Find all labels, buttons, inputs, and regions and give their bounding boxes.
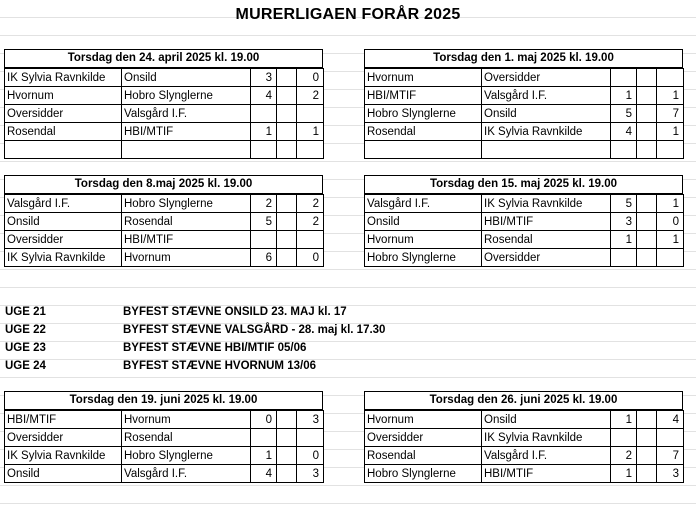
match-row: [5, 87, 324, 105]
home-score-cell[interactable]: 4: [251, 87, 277, 105]
matches-table: [364, 410, 684, 483]
match-row: [5, 195, 324, 213]
match-row: [5, 411, 324, 429]
home-score-cell[interactable]: [251, 141, 277, 159]
home-score-cell[interactable]: 3: [251, 69, 277, 87]
event-text: BYFEST STÆVNE VALSGÅRD - 28. maj kl. 17.30: [123, 324, 386, 336]
separator-cell[interactable]: [277, 429, 297, 447]
match-row: [365, 447, 684, 465]
away-team-cell[interactable]: Onsild: [122, 69, 251, 87]
separator-cell[interactable]: [277, 447, 297, 465]
away-score-cell[interactable]: [297, 429, 324, 447]
home-score-cell[interactable]: 1: [251, 123, 277, 141]
away-team-cell[interactable]: [122, 141, 251, 159]
separator-cell[interactable]: [277, 195, 297, 213]
home-score-cell[interactable]: 5: [611, 105, 637, 123]
away-team-cell[interactable]: HBI/MTIF: [482, 465, 611, 483]
separator-cell[interactable]: [637, 195, 657, 213]
home-team-cell[interactable]: [5, 141, 122, 159]
round-header: Torsdag den 19. juni 2025 kl. 19.00: [4, 391, 323, 410]
match-row: [5, 447, 324, 465]
match-row: [365, 213, 684, 231]
page-title: MURERLIGAEN FORÅR 2025: [235, 6, 461, 23]
home-team-cell[interactable]: Rosendal: [365, 447, 482, 465]
home-team-cell[interactable]: Onsild: [5, 465, 122, 483]
home-team-cell[interactable]: HBI/MTIF: [5, 411, 122, 429]
away-team-cell[interactable]: Valsgård I.F.: [122, 465, 251, 483]
home-score-cell[interactable]: [611, 141, 637, 159]
home-team-cell[interactable]: Rosendal: [5, 123, 122, 141]
away-team-cell[interactable]: HBI/MTIF: [122, 231, 251, 249]
away-team-cell[interactable]: Onsild: [482, 411, 611, 429]
home-score-cell[interactable]: 1: [611, 87, 637, 105]
round-header: Torsdag den 24. april 2025 kl. 19.00: [4, 49, 323, 68]
away-score-cell[interactable]: [657, 429, 684, 447]
separator-cell[interactable]: [637, 141, 657, 159]
away-score-cell[interactable]: 4: [657, 411, 684, 429]
match-row: [365, 429, 684, 447]
event-text: BYFEST STÆVNE HBI/MTIF 05/06: [123, 342, 307, 354]
home-team-cell[interactable]: Hobro Slynglerne: [365, 105, 482, 123]
home-score-cell[interactable]: [611, 249, 637, 267]
separator-cell[interactable]: [277, 231, 297, 249]
round-block: [4, 175, 323, 267]
away-team-cell[interactable]: IK Sylvia Ravnkilde: [482, 123, 611, 141]
separator-cell[interactable]: [637, 105, 657, 123]
separator-cell[interactable]: [277, 141, 297, 159]
home-score-cell[interactable]: 2: [251, 195, 277, 213]
home-score-cell[interactable]: [251, 231, 277, 249]
home-team-cell[interactable]: IK Sylvia Ravnkilde: [5, 69, 122, 87]
note-row: [5, 339, 385, 357]
home-team-cell[interactable]: HBI/MTIF: [365, 87, 482, 105]
away-score-cell[interactable]: 7: [657, 105, 684, 123]
away-score-cell[interactable]: 1: [297, 123, 324, 141]
home-score-cell[interactable]: 2: [611, 447, 637, 465]
away-team-cell[interactable]: Valsgård I.F.: [122, 105, 251, 123]
match-row: [5, 231, 324, 249]
away-team-cell[interactable]: IK Sylvia Ravnkilde: [482, 195, 611, 213]
separator-cell[interactable]: [637, 123, 657, 141]
round-block: [364, 175, 683, 267]
match-row: [365, 231, 684, 249]
away-team-cell[interactable]: Hvornum: [122, 249, 251, 267]
separator-cell[interactable]: [277, 87, 297, 105]
away-score-cell[interactable]: 2: [297, 87, 324, 105]
separator-cell[interactable]: [637, 69, 657, 87]
separator-cell[interactable]: [637, 411, 657, 429]
away-score-cell[interactable]: [657, 249, 684, 267]
separator-cell[interactable]: [637, 231, 657, 249]
home-team-cell[interactable]: Oversidder: [5, 231, 122, 249]
away-score-cell[interactable]: [657, 69, 684, 87]
away-score-cell[interactable]: 1: [657, 123, 684, 141]
match-row: [365, 411, 684, 429]
away-score-cell[interactable]: 1: [657, 195, 684, 213]
home-team-cell[interactable]: Hvornum: [365, 411, 482, 429]
away-score-cell[interactable]: 3: [297, 411, 324, 429]
match-row: [365, 465, 684, 483]
home-score-cell[interactable]: [611, 429, 637, 447]
match-row: [365, 195, 684, 213]
round-header: Torsdag den 26. juni 2025 kl. 19.00: [364, 391, 683, 410]
separator-cell[interactable]: [637, 87, 657, 105]
away-score-cell[interactable]: 1: [657, 231, 684, 249]
home-team-cell[interactable]: Onsild: [5, 213, 122, 231]
away-score-cell[interactable]: 2: [297, 213, 324, 231]
round-header: Torsdag den 8.maj 2025 kl. 19.00: [4, 175, 323, 194]
home-team-cell[interactable]: IK Sylvia Ravnkilde: [5, 249, 122, 267]
away-score-cell[interactable]: 0: [297, 447, 324, 465]
separator-cell[interactable]: [637, 447, 657, 465]
away-team-cell[interactable]: [482, 141, 611, 159]
separator-cell[interactable]: [277, 249, 297, 267]
home-team-cell[interactable]: Valsgård I.F.: [5, 195, 122, 213]
away-team-cell[interactable]: Oversidder: [482, 249, 611, 267]
matches-table: [364, 194, 684, 267]
matches-table: [4, 194, 324, 267]
home-team-cell[interactable]: Oversidder: [5, 429, 122, 447]
round-block: [4, 391, 323, 483]
event-text: BYFEST STÆVNE HVORNUM 13/06: [123, 360, 316, 372]
separator-cell[interactable]: [277, 123, 297, 141]
away-team-cell[interactable]: IK Sylvia Ravnkilde: [482, 429, 611, 447]
home-score-cell[interactable]: [251, 105, 277, 123]
home-score-cell[interactable]: 5: [251, 213, 277, 231]
week-label: UGE 24: [5, 360, 46, 372]
separator-cell[interactable]: [637, 213, 657, 231]
home-score-cell[interactable]: 5: [611, 195, 637, 213]
away-team-cell[interactable]: Hobro Slynglerne: [122, 87, 251, 105]
away-score-cell[interactable]: [297, 231, 324, 249]
separator-cell[interactable]: [277, 465, 297, 483]
away-score-cell[interactable]: 0: [657, 213, 684, 231]
away-team-cell[interactable]: Onsild: [482, 105, 611, 123]
round-block: [364, 391, 683, 483]
home-score-cell[interactable]: 6: [251, 249, 277, 267]
event-text: BYFEST STÆVNE ONSILD 23. MAJ kl. 17: [123, 306, 347, 318]
round-block: [4, 49, 323, 159]
away-score-cell[interactable]: 3: [297, 465, 324, 483]
away-team-cell[interactable]: Hvornum: [122, 411, 251, 429]
away-team-cell[interactable]: HBI/MTIF: [482, 213, 611, 231]
match-row: [365, 141, 684, 159]
home-team-cell[interactable]: Rosendal: [365, 123, 482, 141]
away-team-cell[interactable]: Rosendal: [122, 429, 251, 447]
away-score-cell[interactable]: 3: [657, 465, 684, 483]
round-block: [364, 49, 683, 159]
separator-cell[interactable]: [637, 429, 657, 447]
match-row: [365, 123, 684, 141]
match-row: [5, 429, 324, 447]
away-team-cell[interactable]: Oversidder: [482, 69, 611, 87]
home-team-cell[interactable]: Oversidder: [5, 105, 122, 123]
away-score-cell[interactable]: [297, 141, 324, 159]
separator-cell[interactable]: [637, 465, 657, 483]
separator-cell[interactable]: [277, 69, 297, 87]
match-row: [5, 465, 324, 483]
match-row: [365, 69, 684, 87]
home-team-cell[interactable]: Onsild: [365, 213, 482, 231]
away-score-cell[interactable]: 0: [297, 249, 324, 267]
matches-table: [4, 410, 324, 483]
away-team-cell[interactable]: Rosendal: [482, 231, 611, 249]
match-row: [5, 141, 324, 159]
home-score-cell[interactable]: [611, 69, 637, 87]
home-team-cell[interactable]: Oversidder: [365, 429, 482, 447]
home-score-cell[interactable]: [251, 429, 277, 447]
week-label: UGE 22: [5, 324, 46, 336]
home-team-cell[interactable]: Hvornum: [5, 87, 122, 105]
away-team-cell[interactable]: Valsgård I.F.: [482, 87, 611, 105]
home-score-cell[interactable]: 1: [611, 231, 637, 249]
match-row: [5, 249, 324, 267]
home-score-cell[interactable]: 4: [611, 123, 637, 141]
away-team-cell[interactable]: HBI/MTIF: [122, 123, 251, 141]
away-team-cell[interactable]: Rosendal: [122, 213, 251, 231]
home-score-cell[interactable]: 0: [251, 411, 277, 429]
match-row: [5, 69, 324, 87]
match-row: [5, 105, 324, 123]
matches-table: [4, 68, 324, 159]
match-row: [365, 105, 684, 123]
home-team-cell[interactable]: [365, 141, 482, 159]
home-score-cell[interactable]: 1: [611, 411, 637, 429]
week-label: UGE 21: [5, 306, 46, 318]
match-row: [365, 87, 684, 105]
separator-cell[interactable]: [637, 249, 657, 267]
away-score-cell[interactable]: [297, 105, 324, 123]
home-team-cell[interactable]: Valsgård I.F.: [365, 195, 482, 213]
away-team-cell[interactable]: Valsgård I.F.: [482, 447, 611, 465]
home-team-cell[interactable]: Hvornum: [365, 231, 482, 249]
away-score-cell[interactable]: 0: [297, 69, 324, 87]
away-score-cell[interactable]: 2: [297, 195, 324, 213]
match-row: [5, 213, 324, 231]
away-score-cell[interactable]: 1: [657, 87, 684, 105]
home-score-cell[interactable]: 1: [611, 465, 637, 483]
home-team-cell[interactable]: Hobro Slynglerne: [365, 249, 482, 267]
away-team-cell[interactable]: Hobro Slynglerne: [122, 195, 251, 213]
note-row: [5, 303, 385, 321]
matches-table: [364, 68, 684, 159]
separator-cell[interactable]: [277, 411, 297, 429]
round-header: Torsdag den 1. maj 2025 kl. 19.00: [364, 49, 683, 68]
home-team-cell[interactable]: IK Sylvia Ravnkilde: [5, 447, 122, 465]
match-row: [365, 249, 684, 267]
event-notes: [5, 303, 385, 375]
match-row: [5, 123, 324, 141]
note-row: [5, 321, 385, 339]
note-row: [5, 357, 385, 375]
round-header: Torsdag den 15. maj 2025 kl. 19.00: [364, 175, 683, 194]
week-label: UGE 23: [5, 342, 46, 354]
home-team-cell[interactable]: Hobro Slynglerne: [365, 465, 482, 483]
separator-cell[interactable]: [277, 105, 297, 123]
home-score-cell[interactable]: 3: [611, 213, 637, 231]
away-score-cell[interactable]: [657, 141, 684, 159]
away-team-cell[interactable]: Hobro Slynglerne: [122, 447, 251, 465]
home-score-cell[interactable]: 4: [251, 465, 277, 483]
home-score-cell[interactable]: 1: [251, 447, 277, 465]
home-team-cell[interactable]: Hvornum: [365, 69, 482, 87]
away-score-cell[interactable]: 7: [657, 447, 684, 465]
separator-cell[interactable]: [277, 213, 297, 231]
